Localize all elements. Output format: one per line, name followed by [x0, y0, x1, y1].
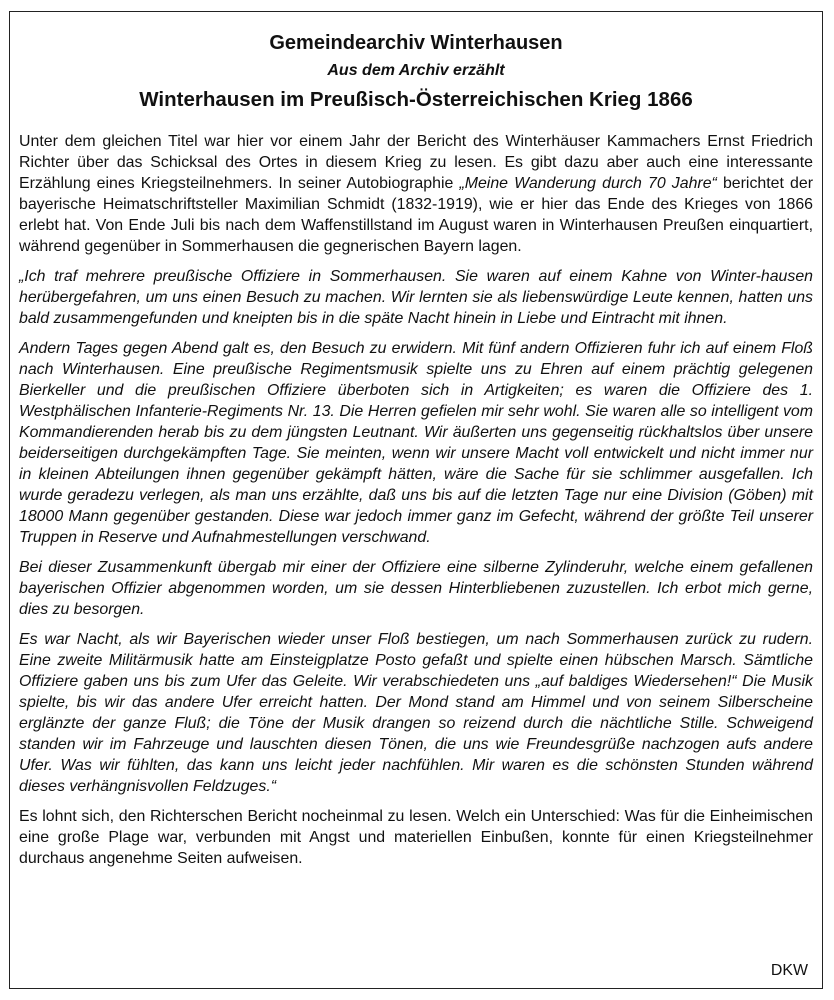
intro-text-end: berichtet der bayerische Heimatschriftsteller Maximilian Schmidt (1832-1919), wie er hier das Ende des Krieges von 1866 erlebt hat. Von Ende Juli bis nach dem Waffenstillstand im August waren in Winterhausen Preußen einquartiert, während gegenüber in Sommerhausen die gegnerischen Bayern lagen.: [19, 175, 814, 255]
quote-paragraph: Andern Tages gegen Abend galt es, den Besuch zu erwidern. Mit fünf andern Offizieren fuhr ich auf einem Floß nach Winterhausen. Eine preußische Regimentsmusik spielte uns zu Ehren auf einem prächtig gelegenen Bierkeller und die preußischen Offiziere überboten sich in Artigkeiten; es waren die Offiziere des 1. Westphälischen Infanterie-Regiments Nr. 13. Die Herren gefielen mir sehr wohl. Sie waren alle so intelligent vom Kommandierenden herab bis zu dem jüngsten Leutnant. Wir äußerten uns gegenseitig rückhaltslos über unsere beiderseitigen durchgekämpften Tage. Sie meinten, wenn wir unsere Macht voll entwickelt und nicht immer nur in kleinen Abteilungen ihnen gegenüber gekämpft hätten, wäre die Sache für sie schlimmer ausgefallen. Ich wurde geradezu verlegen, als man uns erzählte, daß uns bis auf die letzten Tage nur eine Division (Göben) mit 18000 Mann gegenüber gestanden. Diese war jedoch immer ganz im Gefecht, während der größte Teil unserer Truppen in Reserve und Aufnahmestellungen verschwand.: [19, 340, 813, 546]
closing-paragraph: Es lohnt sich, den Richterschen Bericht nocheinmal zu lesen. Welch ein Unterschied: Was für die Einheimischen eine große Plage war, verbunden mit Angst und materiellen Einbußen, konnte für einen Kriegsteilnehmer durchaus angenehme Seiten aufweisen.: [19, 808, 813, 867]
article-frame: [9, 11, 823, 989]
quote-paragraph: Es war Nacht, als wir Bayerischen wieder unser Floß bestiegen, um nach Sommerhausen zurück zu rudern. Eine zweite Militärmusik hatte am Einsteigplatze Posto gefaßt und spielte einen hübschen Marsch. Sämtliche Offiziere gaben uns bis zum Ufer das Geleite. Wir verabschiedeten uns „auf baldiges Wiedersehen!“ Die Musik spielte, bis wir das andere Ufer erreicht hatten. Der Mond stand am Himmel und von seinem Silberscheine erglänzte der ganze Fluß; die Töne der Musik drangen so reizend durch die nächtliche Stille. Schweigend standen wir im Fahrzeuge und lauschten diesen Tönen, die uns wie Freundesgrüße nachzogen aufs andere Ufer. Was wir fühlten, das kann uns leicht jeder nachfühlen. Mir waren es die schönsten Stunden während dieses verhängnisvollen Feldzuges.“: [19, 631, 813, 795]
archive-title: Gemeindearchiv Winterhausen: [269, 32, 563, 54]
intro-paragraph: [19, 131, 813, 257]
quote-paragraph: Bei dieser Zusammenkunft übergab mir einer der Offiziere eine silberne Zylinderuhr, welche einem gefallenen bayerischen Offizier abgenommen worden, um sie dessen Hinterbliebenen zuzustellen. Ich erbot mich gerne, dies zu besorgen.: [19, 559, 813, 618]
article-headline: Winterhausen im Preußisch-Österreichischen Krieg 1866: [139, 88, 693, 111]
book-title: „Meine Wanderung durch 70 Jahre“: [459, 175, 717, 192]
author-signature: DKW: [770, 962, 808, 979]
article-body: [10, 12, 822, 869]
series-subtitle: Aus dem Archiv erzählt: [327, 62, 505, 79]
intro-text-start: Unter dem gleichen Titel war hier vor einem Jahr der Bericht des Winterhäuser Kammachers Ernst Friedrich Richter über das Schicksal des Ortes in diesem Krieg zu lesen. Es gibt dazu aber auch eine interessante Erzählung eines Kriegsteilnehmers. In seiner Autobiographie: [19, 133, 813, 192]
quote-paragraph: „Ich traf mehrere preußische Offiziere in Sommerhausen. Sie waren auf einem Kahne von Winter-hausen herübergefahren, um uns einen Besuch zu machen. Wir lernten sie als liebenswürdige Leute kennen, hatten uns bald zusammengefunden und kneipten bis in die späte Nacht hinein in Liebe und Eintracht mit ihnen.: [19, 268, 813, 327]
